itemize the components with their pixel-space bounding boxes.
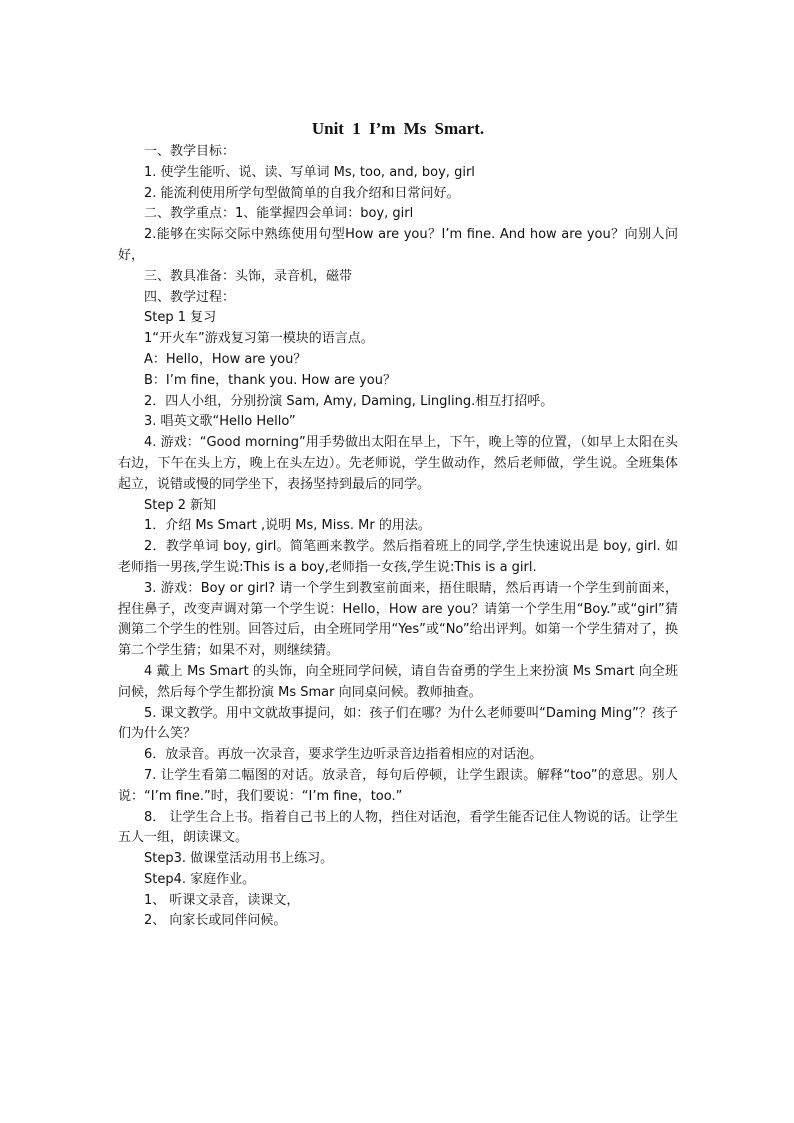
- step-heading: Step 1 复习: [144, 310, 217, 326]
- step-item: 4 戴上 Ms Smart 的头饰，向全班同学问候，请自告奋勇的学生上来扮演 Ms Smart 向全班问候，然后每个学生都扮演 Ms Smar 向同桌问候。教师抽查。: [118, 663, 678, 700]
- step-item: 5. 课文教学。用中文就故事提问，如：孩子们在哪？为什么老师要叫“Daming Ming”？孩子们为什么笑？: [118, 705, 678, 742]
- dialogue-line: B：I’m fine，thank you. How are you？: [144, 372, 396, 388]
- section-heading-materials: 三、教具准备：头饰，录音机，磁带: [144, 268, 353, 284]
- step-item: 1．介绍 Ms Smart ,说明 Ms, Miss. Mr 的用法。: [144, 518, 431, 534]
- objective-item: 1. 使学生能听、说、读、写单词 Ms, too, and, boy, girl: [144, 164, 475, 180]
- dialogue-line: A：Hello，How are you？: [144, 351, 307, 367]
- step-heading: Step3. 做课堂活动用书上练习。: [144, 851, 334, 867]
- step-item: 6．放录音。再放一次录音，要求学生边听录音边指着相应的对话泡。: [144, 747, 543, 763]
- section-heading-process: 四、教学过程：: [144, 289, 236, 305]
- step-item: 2．四人小组，分别扮演 Sam, Amy, Daming, Lingling.相互打招呼。: [144, 393, 554, 409]
- step-item: 2．教学单词 boy, girl。简笔画来教学。然后指着班上的同学,学生快速说出是 boy, girl. 如老师指一男孩,学生说:This is a boy,老师指一女孩,学生说:This is a girl.: [118, 539, 678, 575]
- step-item: 3. 唱英文歌“Hello Hello”: [144, 414, 296, 430]
- step-heading: Step 2 新知: [144, 497, 217, 513]
- step-item: 1“开火车”游戏复习第一模块的语言点。: [144, 331, 374, 347]
- section-heading-key-points: 二、教学重点：1、能掌握四会单词：boy, girl: [144, 206, 414, 222]
- step-heading: Step4. 家庭作业。: [144, 871, 256, 887]
- step-item: 8． 让学生合上书。指着自己书上的人物，挡住对话泡，看学生能否记住人物说的话。让学生五人一组，朗读课文。: [118, 809, 678, 846]
- step-item: 4. 游戏：“Good morning”用手势做出太阳在早上，下午，晚上等的位置，（如早上太阳在头右边，下午在头上方，晚上在头左边）。先老师说，学生做动作，然后老师做，学生说。全班集体起立，说错或慢的同学坐下，表扬坚持到最后的同学。: [118, 435, 678, 492]
- key-point-item: 2.能够在实际交际中熟练使用句型How are you？I’m fine. And how are you？向别人问好，: [118, 227, 678, 263]
- page-title: Unit 1 I’m Ms Smart.: [311, 119, 485, 138]
- section-heading-objectives: 一、教学目标：: [144, 144, 236, 159]
- lesson-plan-body: [118, 116, 678, 932]
- homework-item: 1、 听课文录音，读课文，: [144, 892, 300, 908]
- homework-item: 2、 向家长或同伴问候。: [144, 913, 287, 929]
- step-item: 7. 让学生看第二幅图的对话。放录音，每句后停顿，让学生跟读。解释“too”的意思。别人说：“I’m fine.”时，我们要说：“I’m fine，too.”: [118, 767, 678, 804]
- step-item: 3. 游戏：Boy or girl? 请一个学生到教室前面来，捂住眼睛，然后再请一个学生到前面来，捏住鼻子，改变声调对第一个学生说：Hello，How are you？请第一个学生用“Boy.”或“girl”猜测第二个学生的性别。回答过后，由全班同学用“Yes”或“No”给出评判。如第一个学生猜对了，换第二个学生猜；如果不对，则继续猜。: [118, 580, 678, 659]
- objective-item: 2. 能流利使用所学句型做简单的自我介绍和日常问好。: [144, 185, 460, 201]
